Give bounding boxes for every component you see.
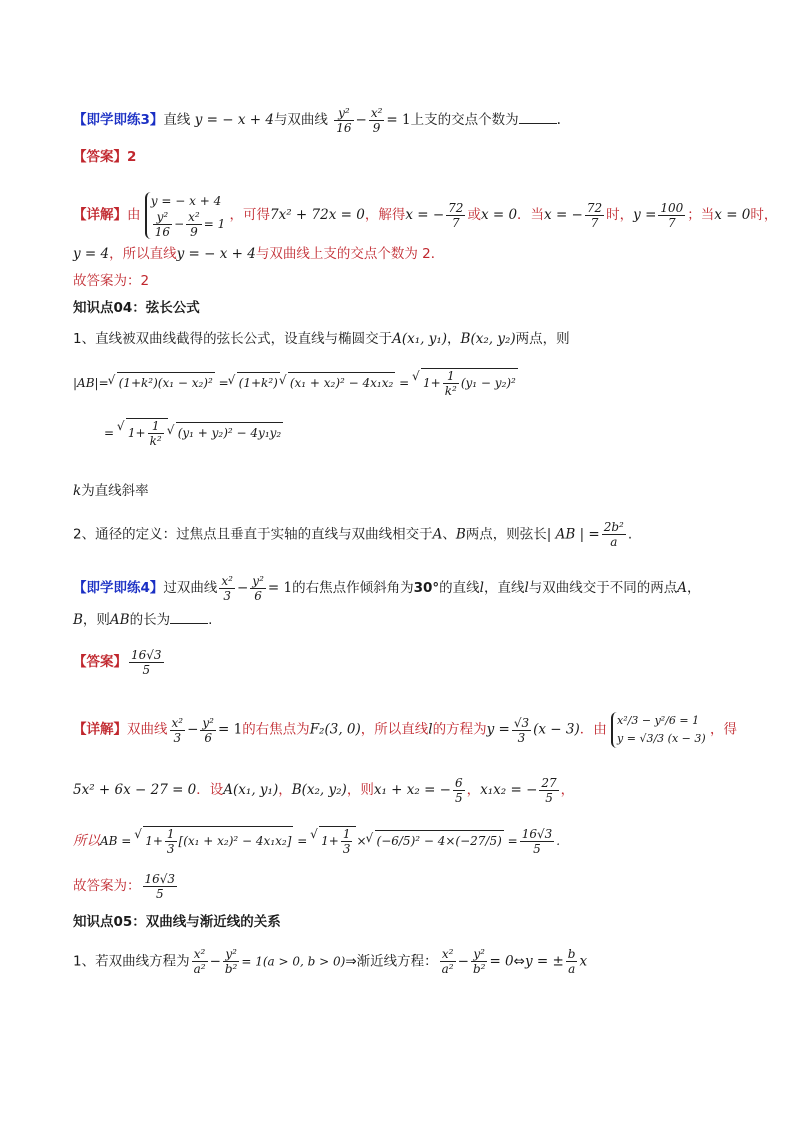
section-heading-04: 知识点04：弦长公式	[73, 300, 200, 316]
chord-formula-line-1: |AB|=√ (1+k²)(x₁ − x₂)² =√ (1+k²)√ (x₁ + x₂)² − 4x₁x₂ = √ 1+ $\frac{1}{\text{k²}}$ (y₁ − y₂)²	[73, 368, 518, 398]
answer-4: 【答案】 $\frac{16√3}{5}$	[73, 648, 162, 677]
detail-4-cont: 5x² + 6x − 27 = 0．设A(x₁, y₁)，B(x₂, y₂)，则x₁ + x₂ = − $\frac{6}{5}$ ，x₁x₂ = − $\frac{27}{5}$ ，	[73, 776, 575, 805]
slope-note: k为直线斜率	[73, 483, 149, 499]
practice-4-question-cont: B，则AB的长为 .	[73, 612, 213, 628]
detail-3: 【详解】由 y = − x + 4 $\frac{\text{y²}}{16}$ − $\frac{\text{x²}}{9}$ = 1 ，可得7x² + 72x = 0，解得x = − $\frac{72}{7}$ 或x = 0．当x = − $\frac{72}{7}$ 时，y = $\frac{100}{7}$ ；当x = 0时，	[73, 194, 778, 239]
section-heading-05: 知识点05：双曲线与渐近线的关系	[73, 914, 281, 930]
k5-item-1: 1、若双曲线方程为 $\frac{\text{x²}}{\text{a²}}$ − $\frac{\text{y²}}{\text{b²}}$ = 1(a > 0, b > 0)⇒渐近线方程： $\frac{\text{x²}}{\text{a²}}$ − $\frac{\text{y²}}{\text{b²}}$ = 0⇔y = ± $\frac{b}{a}$ x	[73, 947, 588, 976]
final-answer-3: 故答案为：2	[73, 273, 150, 289]
detail-4-result: 所以AB = √ 1+ $\frac{1}{3}$ [(x₁ + x₂)² − 4x₁x₂] = √ 1+ $\frac{1}{3}$ ×√ (−6/5)² − 4×(−27/5) = $\frac{16√3}{5}$ .	[73, 826, 560, 856]
final-answer-4: 故答案为： $\frac{16√3}{5}$	[73, 872, 176, 901]
chord-formula-line-2: = √ 1+ $\frac{1}{\text{k²}}$ √ (y₁ + y₂)² − 4y₁y₂	[104, 418, 283, 448]
practice-4-tag: 【即学即练4】	[73, 580, 164, 596]
answer-3: 【答案】2	[73, 149, 137, 165]
practice-3-tag: 【即学即练3】	[73, 112, 164, 128]
answer-blank	[519, 111, 557, 124]
practice-3-question: 【即学即练3】直线 y = − x + 4与双曲线 $\frac{\text{y²}}{16}$ − $\frac{\text{x²}}{9}$ = 1上支的交点个数为 .	[73, 106, 561, 135]
equation-system: y = − x + 4 $\frac{\text{y²}}{16}$ − $\frac{\text{x²}}{9}$ = 1	[145, 192, 225, 239]
k4-item-2: 2、通径的定义：过焦点且垂直于实轴的直线与双曲线相交于A、B两点，则弦长| AB | = $\frac{\text{2b²}}{a}$ .	[73, 520, 633, 549]
practice-4-question: 【即学即练4】过双曲线 $\frac{\text{x²}}{3}$ − $\frac{\text{y²}}{6}$ = 1的右焦点作倾斜角为30°的直线l，直线l与双曲线交于不同的两点A，	[73, 574, 701, 603]
detail-4: 【详解】双曲线 $\frac{\text{x²}}{3}$ − $\frac{\text{y²}}{6}$ = 1的右焦点为F₂(3, 0)，所以直线l的方程为y = $\frac{√3}{3}$ (x − 3)．由 x²/3 − y²/6 = 1 y = √3/3 (x − 3) ，得	[73, 712, 737, 748]
k4-item-1: 1、直线被双曲线截得的弦长公式，设直线与椭圆交于A(x₁, y₁)，B(x₂, y₂)两点，则	[73, 331, 570, 347]
detail-3-cont: y = 4，所以直线y = − x + 4与双曲线上支的交点个数为 2．	[73, 246, 445, 262]
answer-blank	[170, 611, 208, 624]
equation-system: x²/3 − y²/6 = 1 y = √3/3 (x − 3)	[611, 712, 706, 748]
